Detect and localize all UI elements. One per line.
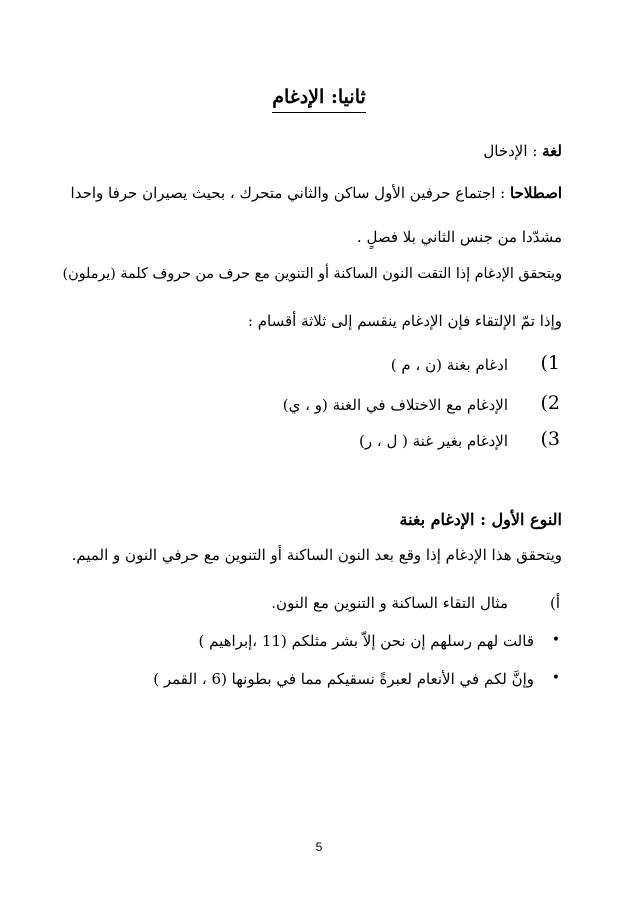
lugha-sep: :: [527, 142, 543, 160]
division-text: ادغام بغنة (ن ، م ): [390, 356, 508, 374]
section-heading: [62, 510, 562, 529]
section-text-line: [62, 546, 562, 564]
istilah-text-1: : اجتماع حرفين الأول ساكن والثاني متحرك ، بحيث يصيران حرفا واحدا: [70, 184, 510, 202]
intro-line-1: [62, 266, 562, 282]
lugha-label: لغة: [542, 142, 562, 160]
division-number: 2): [540, 392, 560, 414]
division-number: 1): [540, 352, 560, 374]
section-text: ويتحقق هذا الإدغام إذا وقع بعد النون الساكنة أو التنوين مع حرفي النون و الميم.: [71, 546, 562, 564]
istilah-label: اصطلاحا: [509, 184, 562, 202]
example-text: وإنَّ لكم في الأنعام لعبرةً نسقيكم مما في بطونها (6 ، القمر ): [153, 670, 534, 688]
example-text: قالت لهم رسلهم إن نحن إلاّ بشر مثلكم (11 ،إبراهيم ): [198, 632, 534, 650]
intro-text-1: ويتحقق الإدغام إذا التقت النون الساكنة أو التنوين مع حرف من حروف كلمة (يرملون): [62, 266, 562, 282]
istilah-line-1: [62, 184, 562, 202]
istilah-line-2: [62, 228, 562, 246]
istilah-text-2: مشدّدا من جنس الثاني بلا فصلٍ .: [356, 228, 562, 246]
section-heading-text: النوع الأول : الإدغام بغنة: [399, 510, 562, 529]
lugha-line: [62, 142, 562, 160]
intro-text-2: وإذا تمّ الإلتقاء فإن الإدغام ينقسم إلى ثلاثة أقسام :: [247, 312, 562, 330]
example-group-label: أ): [549, 594, 560, 612]
page-number: 5: [315, 840, 323, 854]
bullet-icon: •: [551, 670, 560, 686]
division-text: الإدغام بغير غنة ( ل ، ر): [358, 432, 508, 450]
page-title-text: ثانيا: الإدغام: [272, 86, 366, 113]
page-title: [0, 86, 638, 108]
division-text: الإدغام مع الاختلاف في الغنة (و ، ي): [282, 396, 508, 414]
lugha-value: الإدخال: [483, 142, 528, 160]
bullet-icon: •: [551, 632, 560, 648]
example-group-text: مثال التقاء الساكنة و التنوين مع النون.: [271, 594, 508, 612]
intro-line-2: [62, 312, 562, 330]
division-number: 3): [540, 428, 560, 450]
